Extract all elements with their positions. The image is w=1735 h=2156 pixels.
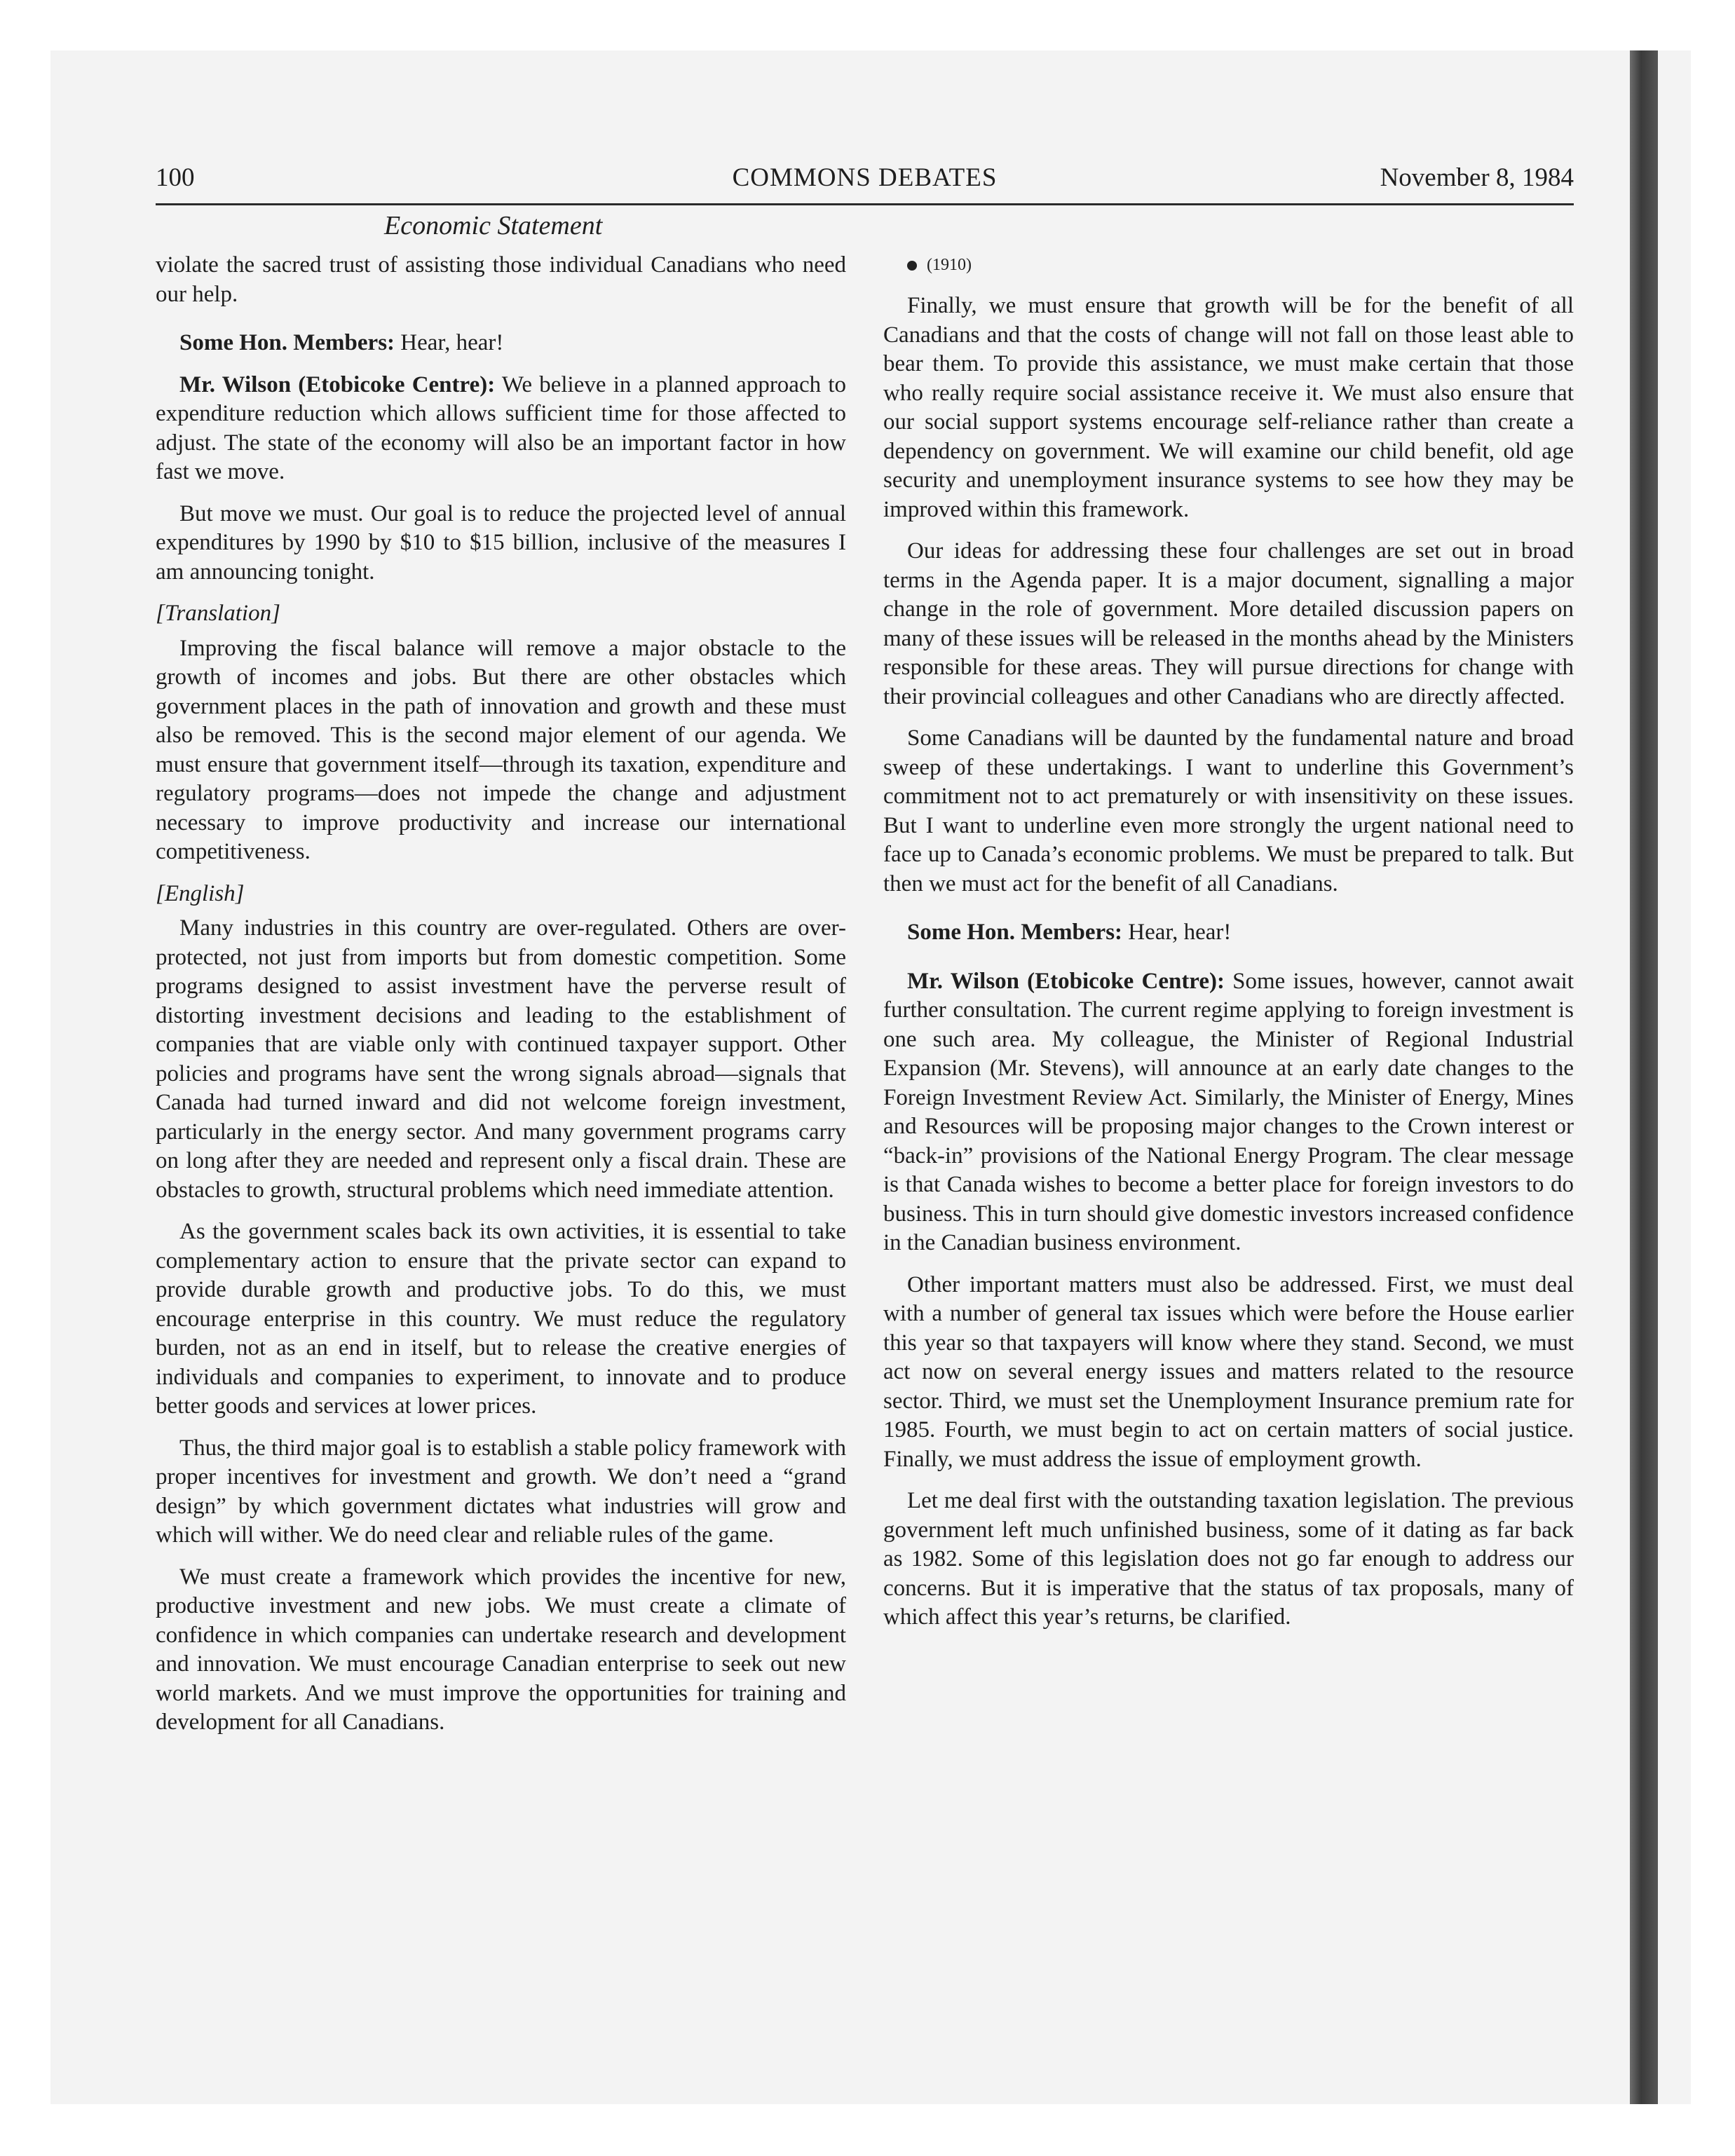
speech-text: We believe in a planned approach to expenditure reduction which allows sufficient time for those affected to adjust. The state of the economy will also be an important factor in how fast we move.: [156, 371, 846, 484]
speaker-name: Mr. Wilson (Etobicoke Centre):: [907, 968, 1225, 994]
page-number: 100: [156, 163, 195, 192]
paragraph: Improving the fiscal balance will remove a major obstacle to the growth of incomes and jobs. But there are other obstacles which government places in the path of innovation and growth and these must also be removed. This is the second major element of our agenda. We must ensure that government itself—through its taxation, expenditure and regulatory programs—does not impede the change and adjustment necessary to improve productivity and increase our international competitiveness.: [156, 635, 846, 864]
language-marker: [Translation]: [156, 601, 280, 626]
bullet-icon: [907, 261, 917, 271]
paragraph: Our ideas for addressing these four challenges are set out in broad terms in the Agenda paper. It is a major document, signalling a major change in the role of government. More detailed discussion papers on many of these issues will be released in the months ahead by the Ministers responsible for these areas. They will pursue directions for change with their provincial colleagues and other Canadians who are directly affected.: [883, 538, 1574, 709]
speaker-name: Mr. Wilson (Etobicoke Centre):: [179, 371, 496, 397]
paragraph: Thus, the third major goal is to establish a stable policy framework with proper incentives for investment and growth. We don’t need a “grand design” by which government dictates what industries will grow and which will wither. We do need clear and reliable rules of the game.: [156, 1435, 846, 1548]
speech-text: Hear, hear!: [1122, 920, 1232, 945]
publication-title: COMMONS DEBATES: [732, 163, 998, 192]
paragraph: Other important matters must also be addressed. First, we must deal with a number of general tax issues which were before the House earlier this year so that taxpayers will know where they stand. Second, we must act now on several energy issues and matters related to the resource sector. Third, we must set the Unemployment Insurance premium rate for 1985. Fourth, we must begin to act on certain matters of social justice. Finally, we must address the issue of employment growth.: [883, 1271, 1574, 1472]
speaker-name: Some Hon. Members:: [907, 920, 1123, 945]
paragraph: violate the sacred trust of assisting those individual Canadians who need our help.: [156, 252, 846, 307]
speaker-name: Some Hon. Members:: [179, 330, 395, 355]
speech-text: Hear, hear!: [395, 330, 504, 355]
paragraph: Finally, we must ensure that growth will be for the benefit of all Canadians and that the costs of change will not fall on those least able to bear them. To provide this assistance, we must make certain that those who really require social assistance receive it. We must also ensure that our social support systems encourage self-reliance rather than create a dependency on government. We will examine our child benefit, old age security and unemployment insurance systems to see how they may be improved within this framework.: [883, 293, 1574, 522]
paragraph: As the government scales back its own activities, it is essential to take complementary action to ensure that the private sector can expand to provide durable growth and productive jobs. To do this, we must encourage enterprise in this country. We must reduce the regulatory burden, not as an end in itself, but to release the creative energies of individuals and companies to experiment, to innovate and to produce better goods and services at lower prices.: [156, 1219, 846, 1419]
header-date: November 8, 1984: [1380, 163, 1574, 192]
paragraph: We must create a framework which provides the incentive for new, productive investment and new jobs. We must create a climate of confidence in which companies can undertake research and development and innovation. We must encourage Canadian enterprise to seek out new world markets. And we must improve the opportunities for training and development for all Canadians.: [156, 1564, 846, 1735]
page-header: [156, 160, 1574, 205]
left-column: [156, 251, 846, 1750]
speech-text: Some issues, however, cannot await further consultation. The current regime applying to foreign investment is one such area. My colleague, the Minister of Regional Industrial Expansion (Mr. Stevens), will announce at an early date changes to the Foreign Investment Review Act. Similarly, the Minister of Energy, Mines and Resources will be proposing major changes to the Crown interest or “back-in” provisions of the National Energy Program. The clear message is that Canada wishes to become a better place for foreign investors to do business. This in turn should give domestic investors increased confidence in the Canadian business environment.: [883, 968, 1574, 1255]
speaker-paragraph: [883, 967, 1574, 1258]
right-column: [883, 251, 1574, 1645]
language-marker: [English]: [156, 880, 245, 906]
running-head: Economic Statement: [384, 211, 603, 240]
scan-edge-shadow: [1630, 50, 1658, 2104]
speaker-paragraph: [883, 918, 1574, 948]
paragraph: Let me deal first with the outstanding taxation legislation. The previous government left much unfinished business, some of it dating as far back as 1982. Some of this legislation does not go far enough to address our concerns. But it is imperative that the status of tax proposals, many of which affect this year’s returns, be clarified.: [883, 1488, 1574, 1630]
time-marker-text: (1910): [927, 256, 972, 274]
speaker-paragraph: [156, 371, 846, 487]
paragraph: Many industries in this country are over-regulated. Others are over-protected, not just from imports but from domestic competition. Some programs designed to assist investment have the perverse result of distorting investment decisions and leading to the establishment of companies that are viable only with continued taxpayer support. Other policies and programs have sent the wrong signals abroad—signals that Canada had turned inward and did not welcome foreign investment, particularly in the energy sector. And many government programs carry on long after they are needed and represent only a fiscal drain. These are obstacles to growth, structural problems which need immediate attention.: [156, 915, 846, 1203]
paragraph: Some Canadians will be daunted by the fundamental nature and broad sweep of these undertakings. I want to underline this Government’s commitment not to act prematurely or with insensitivity on these issues. But I want to underline even more strongly the urgent national need to face up to Canada’s economic problems. We must be prepared to talk. But then we must act for the benefit of all Canadians.: [883, 725, 1574, 896]
speaker-paragraph: [156, 329, 846, 358]
time-marker: [883, 251, 1574, 279]
paragraph: But move we must. Our goal is to reduce the projected level of annual expenditures by 1990 by $10 to $15 billion, inclusive of the measures I am announcing tonight.: [156, 500, 846, 585]
